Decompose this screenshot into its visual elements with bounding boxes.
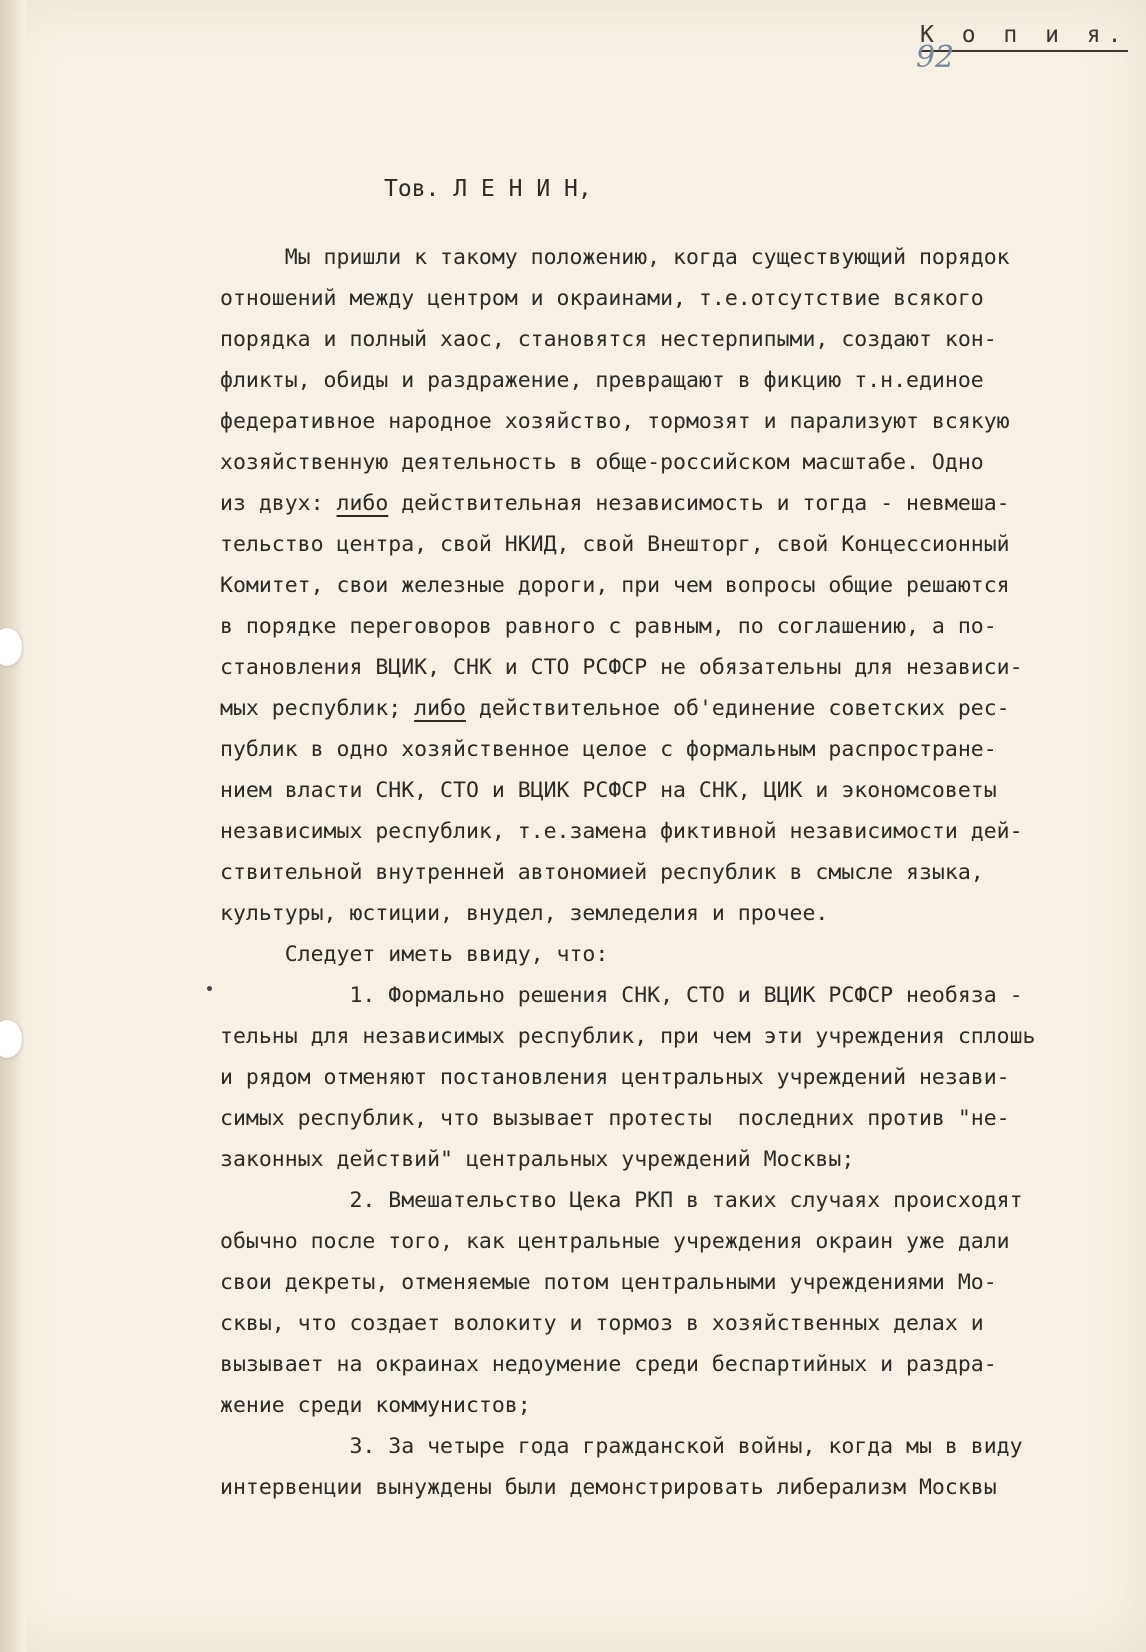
text-line: порядка и полный хаос, становятся нестерпипыми, создают кон- <box>220 327 997 352</box>
archive-page-number: 92 <box>916 40 955 75</box>
salutation: Тов. Л Е Н И Н, <box>384 176 592 202</box>
text-line: свои декреты, отменяемые потом центральными учреждениями Мо- <box>220 1270 997 1295</box>
text-line: интервенции вынуждены были демонстрировать либерализм Москвы <box>220 1475 997 1500</box>
text-line: сквы, что создает волокиту и тормоз в хозяйственных делах и <box>220 1311 984 1336</box>
text-line: жение среди коммунистов; <box>220 1393 531 1418</box>
text-line: нием власти СНК, СТО и ВЦИК РСФСР на СНК, ЦИК и экономсоветы <box>220 778 997 803</box>
text-line: хозяйственную деятельность в обще-российском масштабе. Одно <box>220 450 984 475</box>
letter-body <box>220 237 1100 1508</box>
text-line: мых республик; либо действительное об'единение советских рес- <box>220 696 1010 721</box>
text-line: Мы пришли к такому положению, когда существующий порядок <box>220 245 1010 270</box>
text-line: 2. Вмешательство Цека РКП в таких случаях происходят <box>220 1188 1023 1213</box>
text-line: и рядом отменяют постановления центральных учреждений незави- <box>220 1065 1010 1090</box>
text-line: отношений между центром и окраинами, т.е.отсутствие всякого <box>220 286 984 311</box>
underlined-word: либо <box>414 696 466 721</box>
text-line: обычно после того, как центральные учреждения окраин уже дали <box>220 1229 1010 1254</box>
text-line: 1. Формально решения СНК, СТО и ВЦИК РСФСР необяза - <box>220 983 1023 1008</box>
paper-left-edge <box>0 0 26 1652</box>
text-line: ствительной внутренней автономией республик в смысле языка, <box>220 860 984 885</box>
text-line: федеративное народное хозяйство, тормозят и парализуют всякую <box>220 409 1010 434</box>
text-line: симых республик, что вызывает протесты последних против "не- <box>220 1106 1010 1131</box>
text-line: тельны для независимых республик, при чем эти учреждения сплошь <box>220 1024 1036 1049</box>
text-line: публик в одно хозяйственное целое с формальным распростране- <box>220 737 997 762</box>
text-line: фликты, обиды и раздражение, превращают в фикцию т.н.единое <box>220 368 984 393</box>
text-line: Комитет, свои железные дороги, при чем вопросы общие решаются <box>220 573 1010 598</box>
copy-label: К о п и я. <box>920 22 1128 52</box>
text-line: культуры, юстиции, внудел, земледелия и прочее. <box>220 901 829 926</box>
copy-header <box>916 22 1146 83</box>
margin-mark <box>207 986 212 991</box>
underlined-word: либо <box>336 491 389 516</box>
text-line: тельство центра, свой НКИД, свой Внешторг, свой Концессионный <box>220 532 1010 557</box>
text-line: из двух: либо действительная независимость и тогда - невмеша- <box>220 491 1010 516</box>
text-line: вызывает на окраинах недоумение среди беспартийных и раздра- <box>220 1352 997 1377</box>
text-line: Следует иметь ввиду, что: <box>220 942 609 967</box>
text-line: законных действий" центральных учреждений Москвы; <box>220 1147 855 1172</box>
text-line: в порядке переговоров равного с равным, по соглашению, а по- <box>220 614 997 639</box>
text-line: 3. За четыре года гражданской войны, когда мы в виду <box>220 1434 1023 1459</box>
text-line: независимых республик, т.е.замена фиктивной независимости дей- <box>220 819 1023 844</box>
text-line: становления ВЦИК, СНК и СТО РСФСР не обязательны для независи- <box>220 655 1023 680</box>
